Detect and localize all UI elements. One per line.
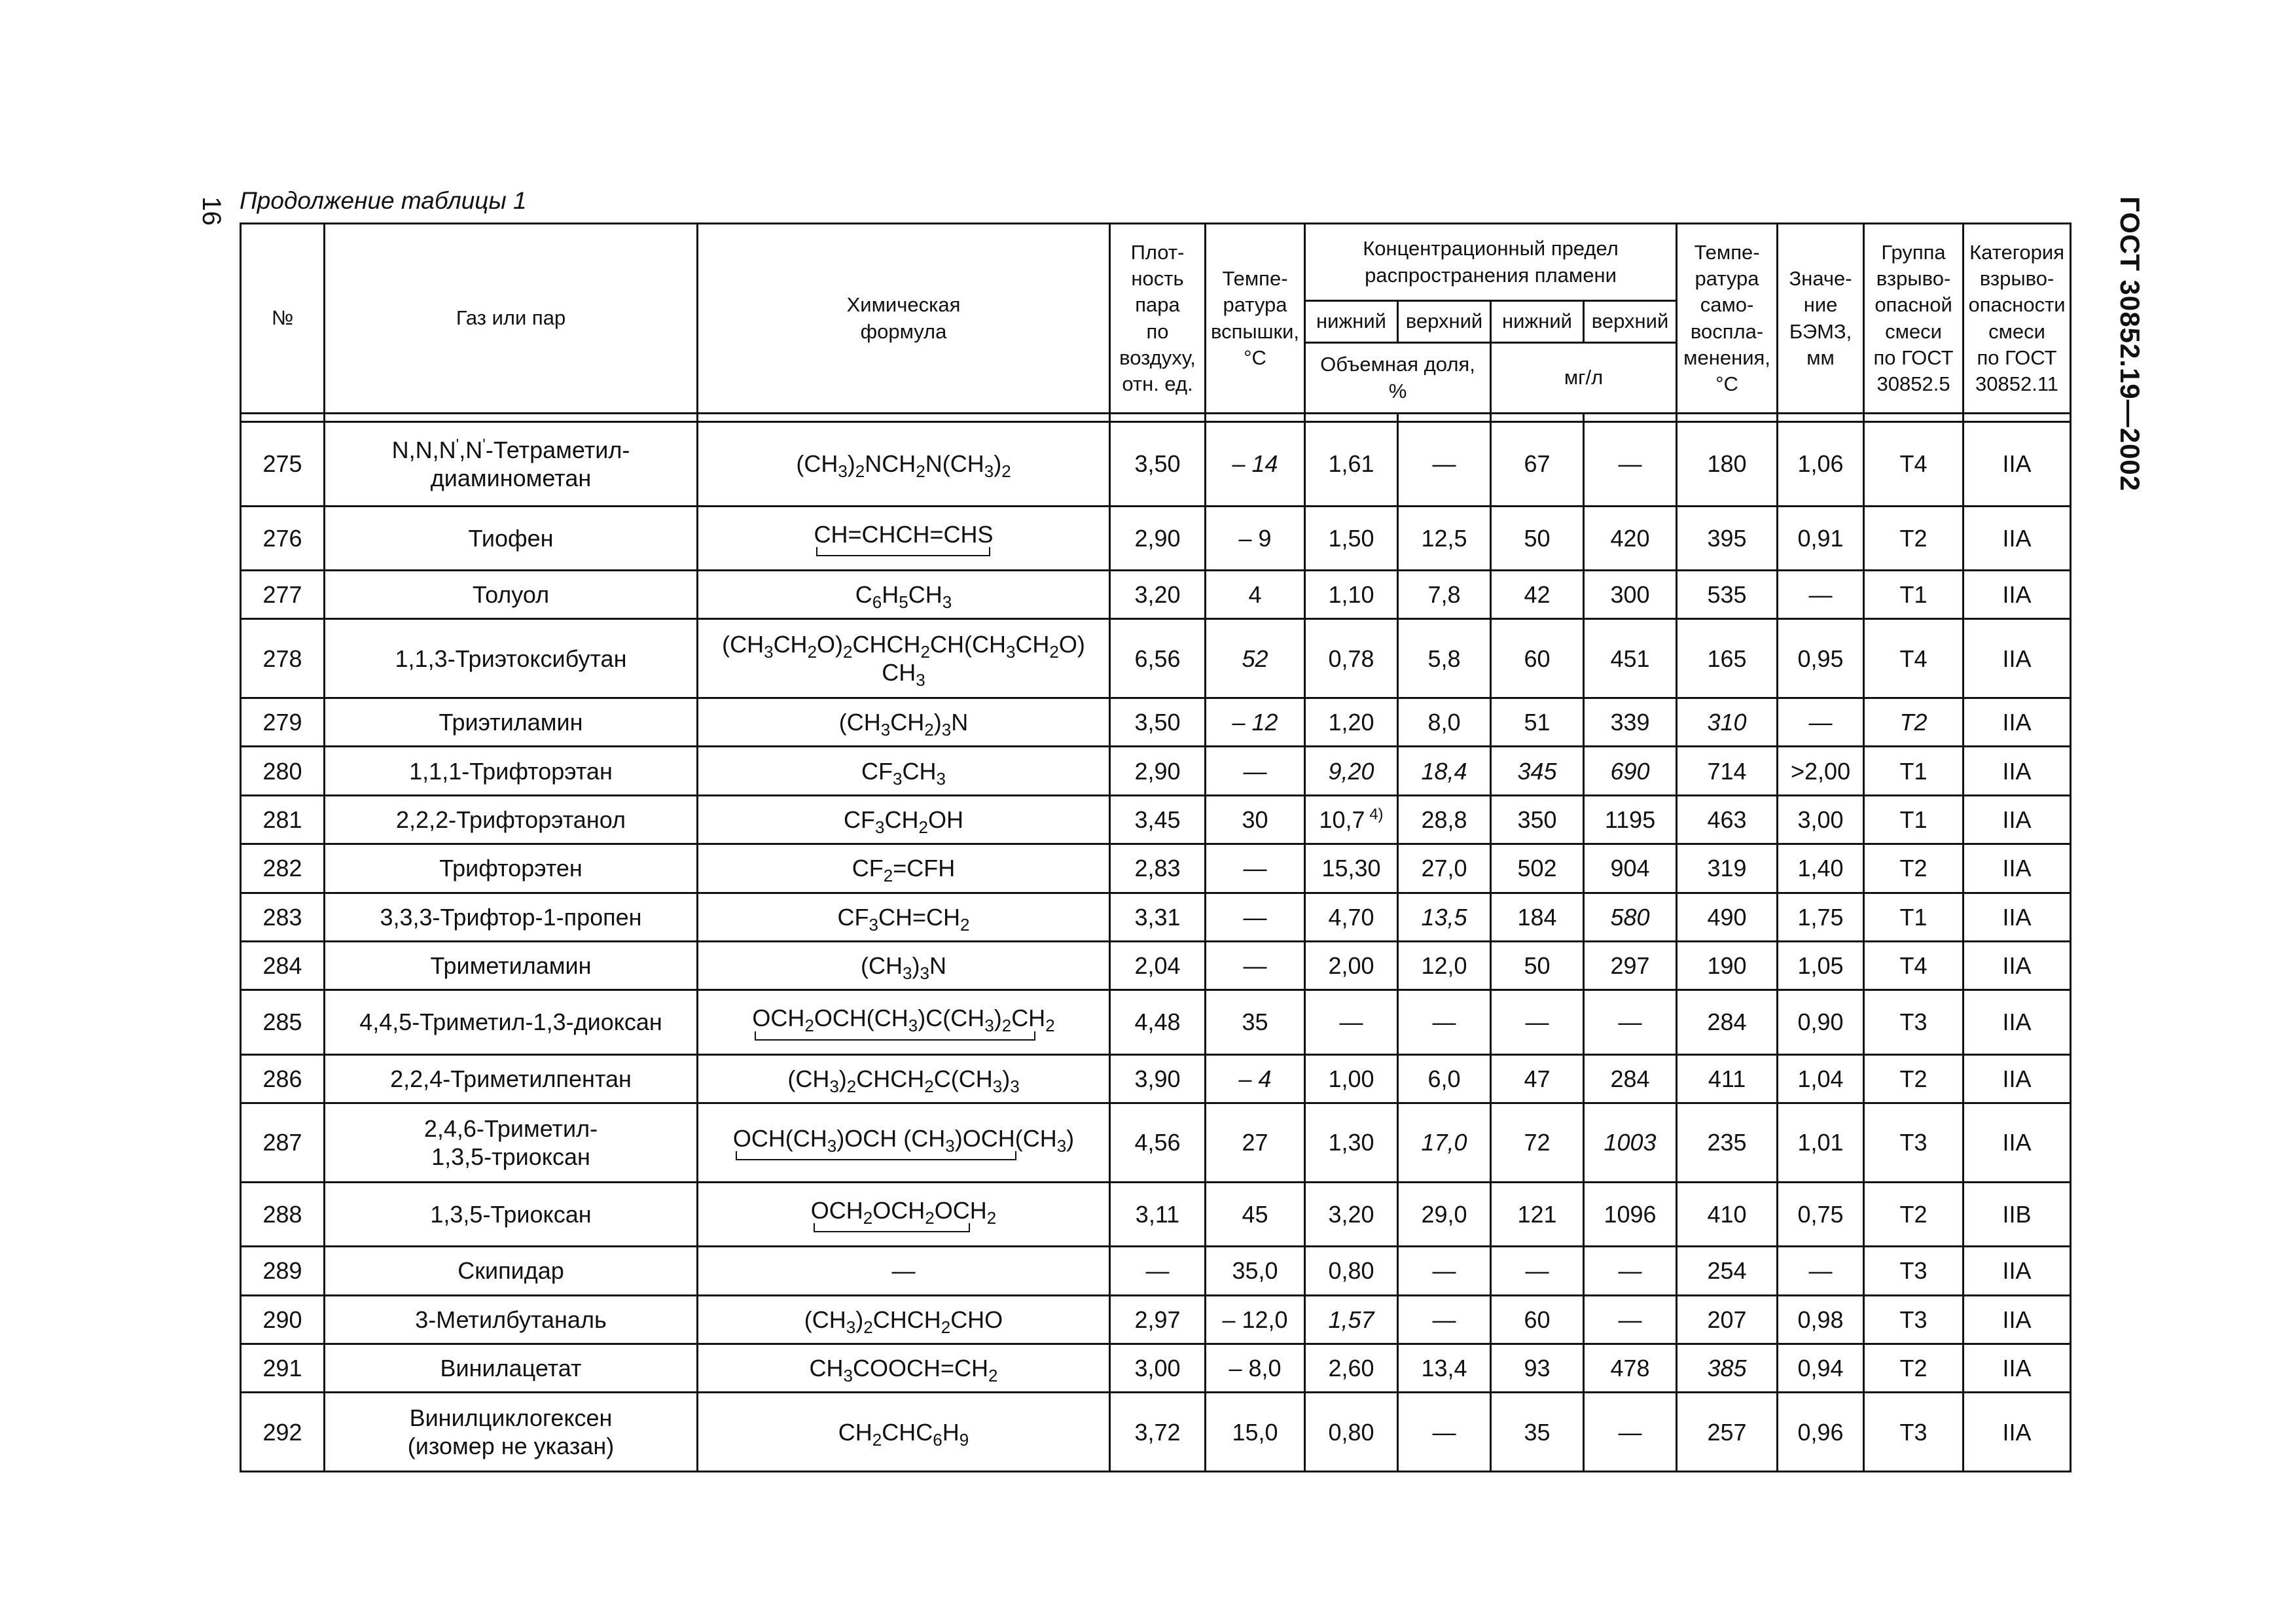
mesg-cell: 0,94: [1778, 1344, 1864, 1392]
ring-formula: $OCH_2OCH(CH_3)C(CH_3)_2CH_2$: [752, 1004, 1054, 1040]
lower-vol-cell: 2,60: [1305, 1344, 1398, 1392]
header-formula: Химическая формула: [698, 224, 1110, 414]
header-volume-fraction: Объемная доля, %: [1305, 343, 1491, 414]
density-cell: 3,11: [1110, 1182, 1206, 1246]
upper-vol-cell: 28,8: [1398, 795, 1491, 844]
upper-mg-cell: 1195: [1584, 795, 1677, 844]
mesg-cell: 1,01: [1778, 1103, 1864, 1183]
substance-name-cell: Винилциклогексен (изомер не указан): [325, 1393, 698, 1472]
upper-vol-cell: 17,0: [1398, 1103, 1491, 1183]
header-autoignition: Темпе- ратура само- воспла- менения, °C: [1677, 224, 1778, 414]
header-flash-point: Темпе- ратура вспышки, °C: [1206, 224, 1305, 414]
autoignition-cell: 190: [1677, 941, 1778, 990]
density-cell: 3,50: [1110, 698, 1206, 747]
category-cell: IIA: [1964, 506, 2071, 570]
formula-cell: [698, 1103, 1110, 1183]
table-body: [241, 422, 2071, 1472]
lower-mg-cell: 60: [1491, 619, 1584, 698]
category-cell: IIA: [1964, 990, 2071, 1054]
category-cell: IIA: [1964, 1103, 2071, 1183]
upper-mg-cell: 451: [1584, 619, 1677, 698]
header-group: Группа взрыво- опасной смеси по ГОСТ 30852.5: [1864, 224, 1964, 414]
lower-mg-cell: 350: [1491, 795, 1584, 844]
upper-vol-cell: 7,8: [1398, 571, 1491, 619]
table-row: [241, 795, 2071, 844]
table-caption: Продолжение таблицы 1: [240, 187, 527, 214]
lower-vol-cell: 1,61: [1305, 422, 1398, 507]
table-row: [241, 1103, 2071, 1183]
category-cell: IIA: [1964, 571, 2071, 619]
category-cell: IIA: [1964, 1295, 2071, 1344]
mesg-cell: —: [1778, 571, 1864, 619]
header-concentration-limit: Концентрационный предел распространения пламени: [1305, 224, 1677, 301]
header-no: №: [241, 224, 325, 414]
upper-mg-cell: —: [1584, 1393, 1677, 1472]
upper-vol-cell: —: [1398, 422, 1491, 507]
formula-cell: [698, 1182, 1110, 1246]
upper-vol-cell: 18,4: [1398, 747, 1491, 795]
upper-mg-cell: 420: [1584, 506, 1677, 570]
table-row: [241, 619, 2071, 698]
category-cell: IIA: [1964, 619, 2071, 698]
substance-name-cell: Тиофен: [325, 506, 698, 570]
autoignition-cell: 284: [1677, 990, 1778, 1054]
group-cell: T1: [1864, 571, 1964, 619]
upper-mg-cell: 580: [1584, 893, 1677, 941]
substance-name-cell: Триэтиламин: [325, 698, 698, 747]
upper-vol-cell: —: [1398, 1295, 1491, 1344]
category-cell: IIA: [1964, 893, 2071, 941]
mesg-cell: 0,91: [1778, 506, 1864, 570]
upper-mg-cell: 284: [1584, 1054, 1677, 1103]
formula-cell: $CF_3CH_3$: [698, 747, 1110, 795]
formula-cell: [698, 990, 1110, 1054]
autoignition-cell: 165: [1677, 619, 1778, 698]
header-upper-mg: верхний: [1584, 301, 1677, 343]
lower-mg-cell: 72: [1491, 1103, 1584, 1183]
substance-name-cell: 2,2,4-Триметилпентан: [325, 1054, 698, 1103]
formula-cell: —: [698, 1247, 1110, 1295]
lower-mg-cell: 93: [1491, 1344, 1584, 1392]
density-cell: 2,97: [1110, 1295, 1206, 1344]
lower-vol-cell: 0,80: [1305, 1393, 1398, 1472]
formula-cell: $CF_2=CFH$: [698, 844, 1110, 893]
table-row: [241, 506, 2071, 570]
density-cell: 3,45: [1110, 795, 1206, 844]
category-cell: IIA: [1964, 1054, 2071, 1103]
gas-properties-table: [240, 223, 2072, 1472]
autoignition-cell: 207: [1677, 1295, 1778, 1344]
autoignition-cell: 410: [1677, 1182, 1778, 1246]
upper-vol-cell: 12,5: [1398, 506, 1491, 570]
header-mg-per-l: мг/л: [1491, 343, 1677, 414]
category-cell: IIA: [1964, 1247, 2071, 1295]
lower-vol-cell: 10,7 $^{4)}$: [1305, 795, 1398, 844]
substance-name-cell: 4,4,5-Триметил-1,3-диоксан: [325, 990, 698, 1054]
ring-bracket-icon: [816, 547, 990, 556]
table-row: [241, 990, 2071, 1054]
group-cell: T3: [1864, 1393, 1964, 1472]
density-cell: —: [1110, 1247, 1206, 1295]
upper-mg-cell: —: [1584, 990, 1677, 1054]
density-cell: 3,90: [1110, 1054, 1206, 1103]
group-cell: T2: [1864, 1054, 1964, 1103]
lower-vol-cell: —: [1305, 990, 1398, 1054]
flash-point-cell: 30: [1206, 795, 1305, 844]
formula-cell: $CF_3CH_2OH$: [698, 795, 1110, 844]
autoignition-cell: 180: [1677, 422, 1778, 507]
substance-name-cell: 2,2,2-Трифторэтанол: [325, 795, 698, 844]
upper-vol-cell: 27,0: [1398, 844, 1491, 893]
flash-point-cell: 35,0: [1206, 1247, 1305, 1295]
header-name: Газ или пар: [325, 224, 698, 414]
page-number: 16: [196, 196, 226, 226]
table-row: [241, 1182, 2071, 1246]
lower-mg-cell: 121: [1491, 1182, 1584, 1246]
lower-mg-cell: 184: [1491, 893, 1584, 941]
upper-mg-cell: 297: [1584, 941, 1677, 990]
substance-name-cell: Толуол: [325, 571, 698, 619]
autoignition-cell: 463: [1677, 795, 1778, 844]
lower-vol-cell: 1,50: [1305, 506, 1398, 570]
flash-point-cell: 45: [1206, 1182, 1305, 1246]
header-upper-vol: верхний: [1398, 301, 1491, 343]
group-cell: T2: [1864, 1182, 1964, 1246]
row-number-cell: 281: [241, 795, 325, 844]
density-cell: 2,04: [1110, 941, 1206, 990]
row-number-cell: 290: [241, 1295, 325, 1344]
table-row: [241, 571, 2071, 619]
upper-mg-cell: 339: [1584, 698, 1677, 747]
group-cell: T1: [1864, 893, 1964, 941]
autoignition-cell: 714: [1677, 747, 1778, 795]
substance-name-cell: Триметиламин: [325, 941, 698, 990]
mesg-cell: 0,96: [1778, 1393, 1864, 1472]
upper-mg-cell: 300: [1584, 571, 1677, 619]
row-number-cell: 292: [241, 1393, 325, 1472]
group-cell: T4: [1864, 422, 1964, 507]
row-number-cell: 291: [241, 1344, 325, 1392]
group-cell: T1: [1864, 747, 1964, 795]
flash-point-cell: – 12: [1206, 698, 1305, 747]
autoignition-cell: 411: [1677, 1054, 1778, 1103]
category-cell: IIA: [1964, 422, 2071, 507]
row-number-cell: 278: [241, 619, 325, 698]
table-row: [241, 1344, 2071, 1392]
mesg-cell: 3,00: [1778, 795, 1864, 844]
group-cell: T3: [1864, 1295, 1964, 1344]
standard-title: ГОСТ 30852.19—2002: [2115, 196, 2145, 492]
row-number-cell: 288: [241, 1182, 325, 1246]
density-cell: 3,50: [1110, 422, 1206, 507]
table-row: [241, 1295, 2071, 1344]
group-cell: T4: [1864, 619, 1964, 698]
substance-name-cell: 3,3,3-Трифтор-1-пропен: [325, 893, 698, 941]
group-cell: T2: [1864, 698, 1964, 747]
lower-mg-cell: 67: [1491, 422, 1584, 507]
category-cell: IIA: [1964, 698, 2071, 747]
density-cell: 3,72: [1110, 1393, 1206, 1472]
category-cell: IIA: [1964, 941, 2071, 990]
autoignition-cell: 310: [1677, 698, 1778, 747]
lower-vol-cell: 0,80: [1305, 1247, 1398, 1295]
density-cell: 2,90: [1110, 506, 1206, 570]
category-cell: IIA: [1964, 1344, 2071, 1392]
table-row: [241, 844, 2071, 893]
lower-vol-cell: 4,70: [1305, 893, 1398, 941]
formula-cell: $(CH_3)_2CHCH_2C(CH_3)_3$: [698, 1054, 1110, 1103]
group-cell: T2: [1864, 506, 1964, 570]
flash-point-cell: —: [1206, 893, 1305, 941]
ring-formula: $OCH_2OCH_2OCH_2$: [811, 1196, 996, 1232]
category-cell: IIA: [1964, 1393, 2071, 1472]
autoignition-cell: 535: [1677, 571, 1778, 619]
density-cell: 3,20: [1110, 571, 1206, 619]
flash-point-cell: 27: [1206, 1103, 1305, 1183]
ring-bracket-icon: [814, 1223, 970, 1232]
density-cell: 4,56: [1110, 1103, 1206, 1183]
substance-name-cell: N,N,N',N'-Тетраметил- диаминометан: [325, 422, 698, 507]
density-cell: 6,56: [1110, 619, 1206, 698]
autoignition-cell: 319: [1677, 844, 1778, 893]
lower-mg-cell: —: [1491, 1247, 1584, 1295]
lower-vol-cell: 1,10: [1305, 571, 1398, 619]
group-cell: T3: [1864, 990, 1964, 1054]
category-cell: IIB: [1964, 1182, 2071, 1246]
flash-point-cell: 35: [1206, 990, 1305, 1054]
row-number-cell: 280: [241, 747, 325, 795]
lower-mg-cell: —: [1491, 990, 1584, 1054]
lower-vol-cell: 1,00: [1305, 1054, 1398, 1103]
upper-mg-cell: —: [1584, 422, 1677, 507]
mesg-cell: 1,05: [1778, 941, 1864, 990]
lower-mg-cell: 51: [1491, 698, 1584, 747]
mesg-cell: 1,04: [1778, 1054, 1864, 1103]
flash-point-cell: 52: [1206, 619, 1305, 698]
autoignition-cell: 395: [1677, 506, 1778, 570]
autoignition-cell: 385: [1677, 1344, 1778, 1392]
lower-mg-cell: 60: [1491, 1295, 1584, 1344]
table-row: [241, 893, 2071, 941]
mesg-cell: >2,00: [1778, 747, 1864, 795]
density-cell: 2,83: [1110, 844, 1206, 893]
ring-bracket-icon: [736, 1151, 1016, 1160]
upper-vol-cell: —: [1398, 1393, 1491, 1472]
table-row: [241, 1247, 2071, 1295]
row-number-cell: 287: [241, 1103, 325, 1183]
row-number-cell: 285: [241, 990, 325, 1054]
density-cell: 3,00: [1110, 1344, 1206, 1392]
lower-mg-cell: 35: [1491, 1393, 1584, 1472]
row-number-cell: 289: [241, 1247, 325, 1295]
category-cell: IIA: [1964, 747, 2071, 795]
table-row: [241, 1054, 2071, 1103]
row-number-cell: 282: [241, 844, 325, 893]
formula-cell: $CH_3COOCH=CH_2$: [698, 1344, 1110, 1392]
table-row: [241, 698, 2071, 747]
autoignition-cell: 257: [1677, 1393, 1778, 1472]
upper-mg-cell: —: [1584, 1247, 1677, 1295]
upper-vol-cell: 12,0: [1398, 941, 1491, 990]
lower-mg-cell: 42: [1491, 571, 1584, 619]
mesg-cell: 0,95: [1778, 619, 1864, 698]
density-cell: 3,31: [1110, 893, 1206, 941]
upper-vol-cell: —: [1398, 1247, 1491, 1295]
lower-vol-cell: 1,57: [1305, 1295, 1398, 1344]
header-mesg: Значе- ние БЭМЗ, мм: [1778, 224, 1864, 414]
flash-point-cell: 15,0: [1206, 1393, 1305, 1472]
flash-point-cell: – 12,0: [1206, 1295, 1305, 1344]
formula-cell: $(CH_3CH_2O)_2CHCH_2CH(CH_3CH_2O)$ $CH_3$: [698, 619, 1110, 698]
upper-vol-cell: 5,8: [1398, 619, 1491, 698]
lower-vol-cell: 15,30: [1305, 844, 1398, 893]
group-cell: T2: [1864, 844, 1964, 893]
row-number-cell: 276: [241, 506, 325, 570]
formula-cell: $C_6H_5CH_3$: [698, 571, 1110, 619]
mesg-cell: —: [1778, 1247, 1864, 1295]
upper-mg-cell: —: [1584, 1295, 1677, 1344]
mesg-cell: 1,75: [1778, 893, 1864, 941]
density-cell: 2,90: [1110, 747, 1206, 795]
substance-name-cell: 1,1,1-Трифторэтан: [325, 747, 698, 795]
upper-vol-cell: 13,4: [1398, 1344, 1491, 1392]
lower-mg-cell: 50: [1491, 506, 1584, 570]
mesg-cell: 0,90: [1778, 990, 1864, 1054]
upper-vol-cell: 6,0: [1398, 1054, 1491, 1103]
upper-mg-cell: 690: [1584, 747, 1677, 795]
formula-cell: $(CH_3)_2CHCH_2CHO$: [698, 1295, 1110, 1344]
substance-name-cell: Скипидар: [325, 1247, 698, 1295]
ring-bracket-icon: [755, 1031, 1035, 1041]
lower-vol-cell: 9,20: [1305, 747, 1398, 795]
lower-mg-cell: 502: [1491, 844, 1584, 893]
mesg-cell: 1,06: [1778, 422, 1864, 507]
flash-point-cell: —: [1206, 747, 1305, 795]
upper-vol-cell: —: [1398, 990, 1491, 1054]
table-row: [241, 941, 2071, 990]
ring-formula: CH=CHCH=CHS: [814, 520, 993, 556]
lower-vol-cell: 1,30: [1305, 1103, 1398, 1183]
flash-point-cell: 4: [1206, 571, 1305, 619]
lower-vol-cell: 3,20: [1305, 1182, 1398, 1246]
lower-mg-cell: 345: [1491, 747, 1584, 795]
header-density: Плот- ность пара по воздуху, отн. ед.: [1110, 224, 1206, 414]
substance-name-cell: Винилацетат: [325, 1344, 698, 1392]
autoignition-cell: 254: [1677, 1247, 1778, 1295]
header-lower-mg: нижний: [1491, 301, 1584, 343]
upper-mg-cell: 904: [1584, 844, 1677, 893]
category-cell: IIA: [1964, 795, 2071, 844]
density-cell: 4,48: [1110, 990, 1206, 1054]
group-cell: T1: [1864, 795, 1964, 844]
mesg-cell: 0,75: [1778, 1182, 1864, 1246]
mesg-cell: —: [1778, 698, 1864, 747]
header-category: Категория взрыво- опасности смеси по ГОСТ 30852.11: [1964, 224, 2071, 414]
autoignition-cell: 490: [1677, 893, 1778, 941]
ring-formula: $OCH(CH_3)OCH$ $(CH_3)OCH(CH_3)$: [733, 1124, 1074, 1160]
table-row: [241, 1393, 2071, 1472]
upper-mg-cell: 478: [1584, 1344, 1677, 1392]
formula-cell: $CF_3CH=CH_2$: [698, 893, 1110, 941]
flash-point-cell: – 8,0: [1206, 1344, 1305, 1392]
table-row: [241, 422, 2071, 507]
formula-cell: $(CH_3)_3N$: [698, 941, 1110, 990]
autoignition-cell: 235: [1677, 1103, 1778, 1183]
formula-cell: $(CH_3CH_2)_3N$: [698, 698, 1110, 747]
mesg-cell: 0,98: [1778, 1295, 1864, 1344]
substance-name-cell: 1,1,3-Триэтоксибутан: [325, 619, 698, 698]
flash-point-cell: – 4: [1206, 1054, 1305, 1103]
upper-vol-cell: 13,5: [1398, 893, 1491, 941]
lower-vol-cell: 2,00: [1305, 941, 1398, 990]
substance-name-cell: 2,4,6-Триметил- 1,3,5-триоксан: [325, 1103, 698, 1183]
formula-cell: [698, 506, 1110, 570]
row-number-cell: 279: [241, 698, 325, 747]
group-cell: T2: [1864, 1344, 1964, 1392]
header-lower-vol: нижний: [1305, 301, 1398, 343]
substance-name-cell: 1,3,5-Триоксан: [325, 1182, 698, 1246]
flash-point-cell: – 14: [1206, 422, 1305, 507]
mesg-cell: 1,40: [1778, 844, 1864, 893]
footnote-marker: 4): [1365, 805, 1384, 823]
row-number-cell: 277: [241, 571, 325, 619]
lower-vol-cell: 1,20: [1305, 698, 1398, 747]
category-cell: IIA: [1964, 844, 2071, 893]
lower-mg-cell: 47: [1491, 1054, 1584, 1103]
formula-cell: $(CH_3)_2NCH_2N(CH_3)_2$: [698, 422, 1110, 507]
row-number-cell: 286: [241, 1054, 325, 1103]
group-cell: T4: [1864, 941, 1964, 990]
flash-point-cell: – 9: [1206, 506, 1305, 570]
substance-name-cell: 3-Метилбутаналь: [325, 1295, 698, 1344]
flash-point-cell: —: [1206, 941, 1305, 990]
group-cell: T3: [1864, 1103, 1964, 1183]
formula-cell: $CH_2CHC_6H_9$: [698, 1393, 1110, 1472]
upper-mg-cell: 1003: [1584, 1103, 1677, 1183]
upper-vol-cell: 29,0: [1398, 1182, 1491, 1246]
upper-vol-cell: 8,0: [1398, 698, 1491, 747]
row-number-cell: 283: [241, 893, 325, 941]
upper-mg-cell: 1096: [1584, 1182, 1677, 1246]
group-cell: T3: [1864, 1247, 1964, 1295]
lower-vol-cell: 0,78: [1305, 619, 1398, 698]
row-number-cell: 284: [241, 941, 325, 990]
table-row: [241, 747, 2071, 795]
row-number-cell: 275: [241, 422, 325, 507]
flash-point-cell: —: [1206, 844, 1305, 893]
substance-name-cell: Трифторэтен: [325, 844, 698, 893]
lower-mg-cell: 50: [1491, 941, 1584, 990]
